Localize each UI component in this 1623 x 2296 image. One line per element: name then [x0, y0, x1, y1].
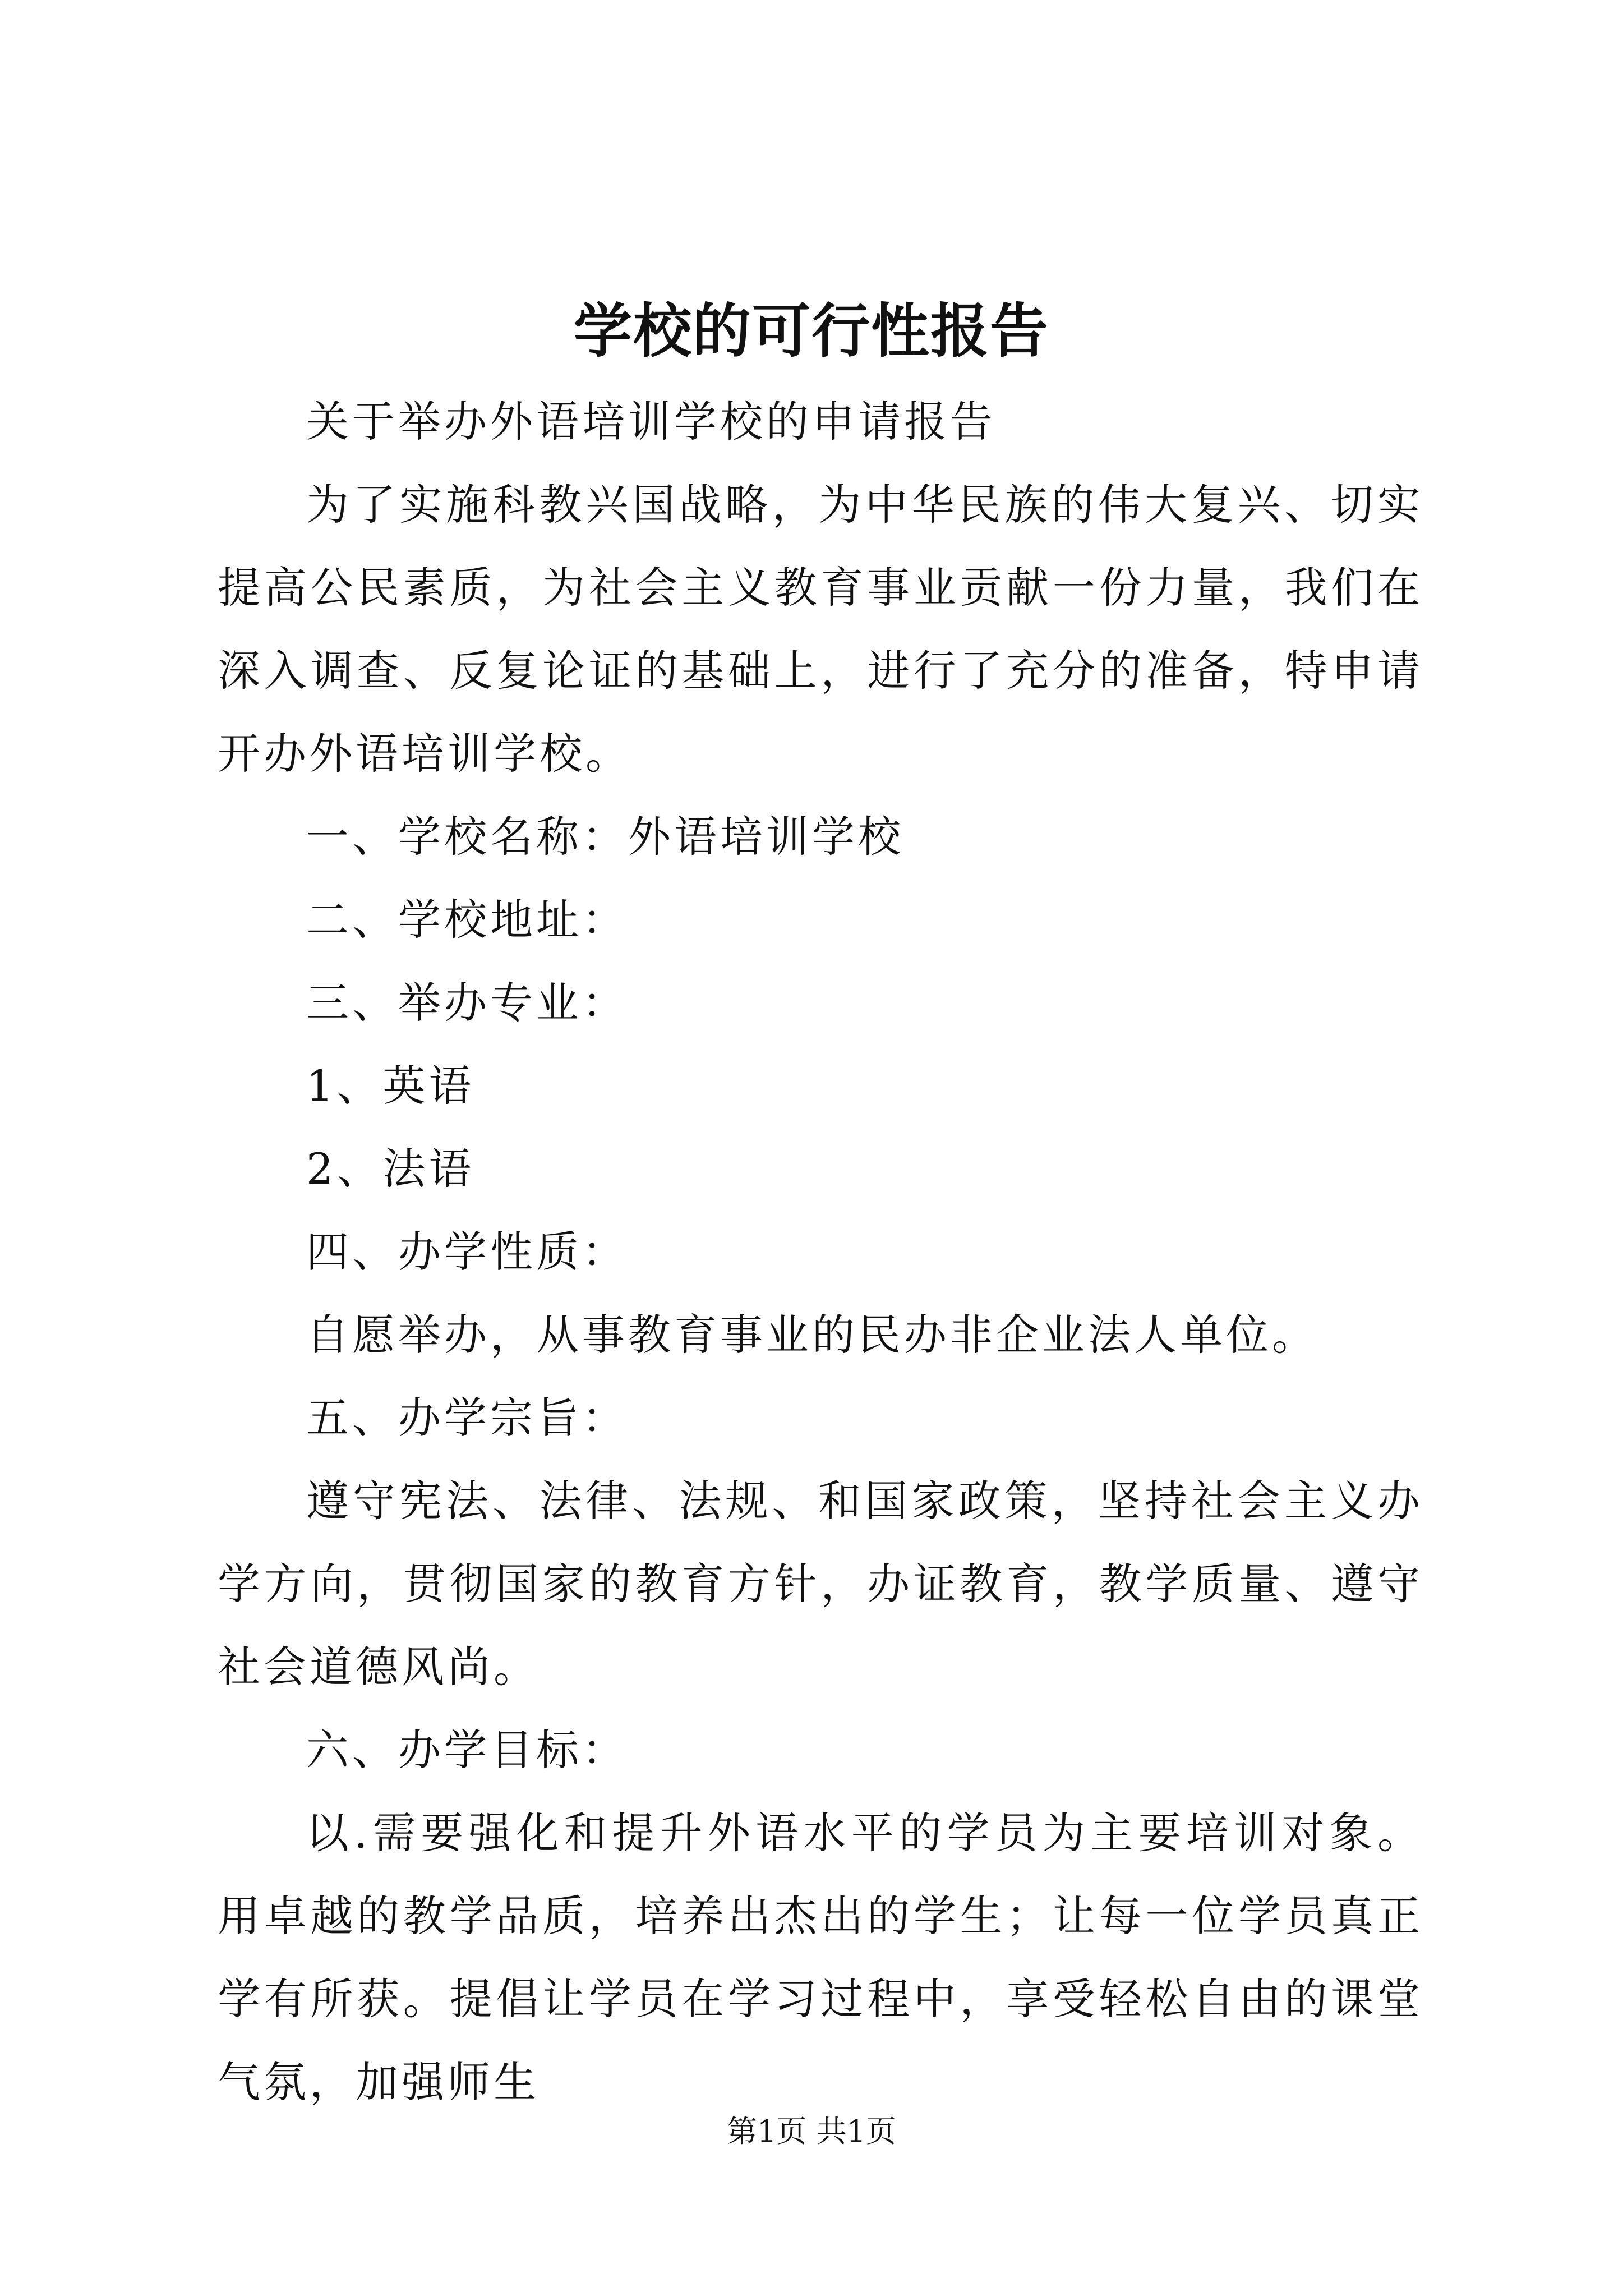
- paragraph-majors-heading: 三、举办专业：: [306, 978, 628, 1028]
- paragraph-purpose-text: 遵守宪法、法律、法规、和国家政策，坚持社会主义办学方向，贯彻国家的教育方针，办证教育，教学质量、遵守社会道德风尚。: [218, 1476, 1423, 1692]
- paragraph-intro: 为了实施科教兴国战略，为中华民族的伟大复兴、切实提高公民素质，为社会主义教育事业贡献一份力量，我们在深入调查、反复论证的基础上，进行了充分的准备，特申请开办外语培训学校。: [218, 480, 1423, 779]
- paragraph-nature-heading: 四、办学性质：: [306, 1227, 628, 1277]
- paragraph-school-name: 一、学校名称：外语培训学校: [306, 812, 904, 862]
- paragraph-major-english: 1、英语: [306, 1061, 475, 1111]
- paragraph-school-address: 二、学校地址：: [306, 895, 628, 945]
- paragraph-major-french: 2、法语: [306, 1144, 475, 1194]
- paragraph-subtitle: 关于举办外语培训学校的申请报告: [306, 397, 996, 447]
- paragraph-nature-text: 自愿举办，从事教育事业的民办非企业法人单位。: [306, 1310, 1318, 1360]
- document-title: 学校的可行性报告: [573, 296, 1049, 365]
- page-footer: 第1页 共1页: [727, 2114, 896, 2149]
- paragraph-purpose-heading: 五、办学宗旨：: [306, 1393, 628, 1443]
- document-body: [218, 380, 1423, 2124]
- paragraph-goal-heading: 六、办学目标：: [306, 1725, 628, 1775]
- paragraph-goal-text: 以.需要强化和提升外语水平的学员为主要培训对象。用卓越的教学品质，培养出杰出的学生；让每一位学员真正学有所获。提倡让学员在学习过程中，享受轻松自由的课堂气氛，加强师生: [218, 1808, 1423, 2107]
